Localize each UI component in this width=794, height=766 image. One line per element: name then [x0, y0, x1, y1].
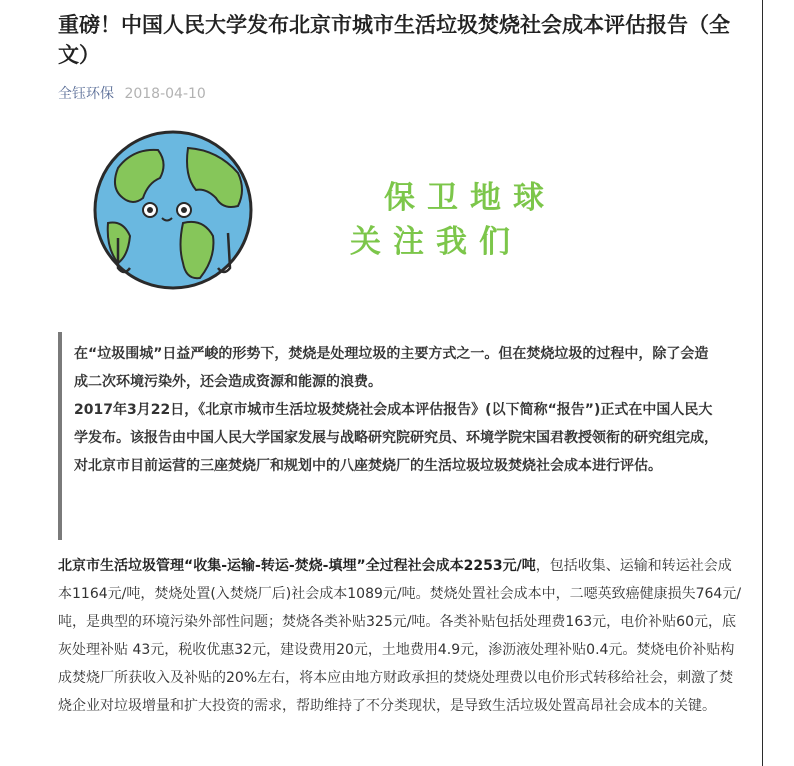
- quote-paragraph: 2017年3月22日，《北京市城市生活垃圾焚烧社会成本评估报告》(以下简称“报告”)正式在中国人民大学发布。该报告由中国人民大学国家发展与战略研究院研究员、环境学院宋国君教授领衔的研究组完成，对北京市目前运营的三座焚烧厂和规划中的八座焚烧厂的生活垃圾垃圾焚烧社会成本进行评估。: [74, 402, 718, 474]
- body-paragraph: [58, 552, 742, 720]
- body-lead-text: 北京市生活垃圾管理“收集-运输-转运-焚烧-填埋”全过程社会成本2253元/吨: [58, 558, 536, 574]
- page-edge-divider: [762, 0, 763, 766]
- account-name-link[interactable]: 全钰环保: [58, 86, 114, 102]
- article-body: [58, 552, 742, 720]
- article-meta: [58, 84, 206, 104]
- article-title: 重磅！中国人民大学发布北京市城市生活垃圾焚烧社会成本评估报告（全文）: [58, 13, 730, 67]
- intro-blockquote: [58, 332, 730, 540]
- banner-slogan-line1: 保卫地球: [384, 180, 556, 216]
- earth-mascot-illustration: [88, 128, 258, 298]
- banner-image: [88, 128, 688, 308]
- publish-date: 2018-04-10: [124, 86, 206, 102]
- quote-paragraph: 在“垃圾围城”日益严峻的形势下，焚烧是处理垃圾的主要方式之一。但在焚烧垃圾的过程中，除了会造成二次环境污染外，还会造成资源和能源的浪费。: [74, 346, 709, 390]
- banner-slogan-line2: 关注我们: [350, 224, 522, 260]
- body-rest-text: ，包括收集、运输和转运社会成本1164元/吨，焚烧处置(入焚烧厂后)社会成本1089元/吨。焚烧处置社会成本中，二噁英致癌健康损失764元/吨，是典型的环境污染外部性问题；焚烧各类补贴325元/吨。各类补贴包括处理费163元，电价补贴60元，底灰处理补贴 43元，税收优惠32元，建设费用20元，土地费用4.9元，渗沥液处理补贴0.4元。焚烧电价补贴构成焚烧厂所获收入及补贴的20%左右，将本应由地方财政承担的焚烧处理费以电价形式转移给社会，刺激了焚烧企业对垃圾增量和扩大投资的需求，帮助维持了不分类现状，是导致生活垃圾处置高昂社会成本的关键。: [58, 558, 742, 714]
